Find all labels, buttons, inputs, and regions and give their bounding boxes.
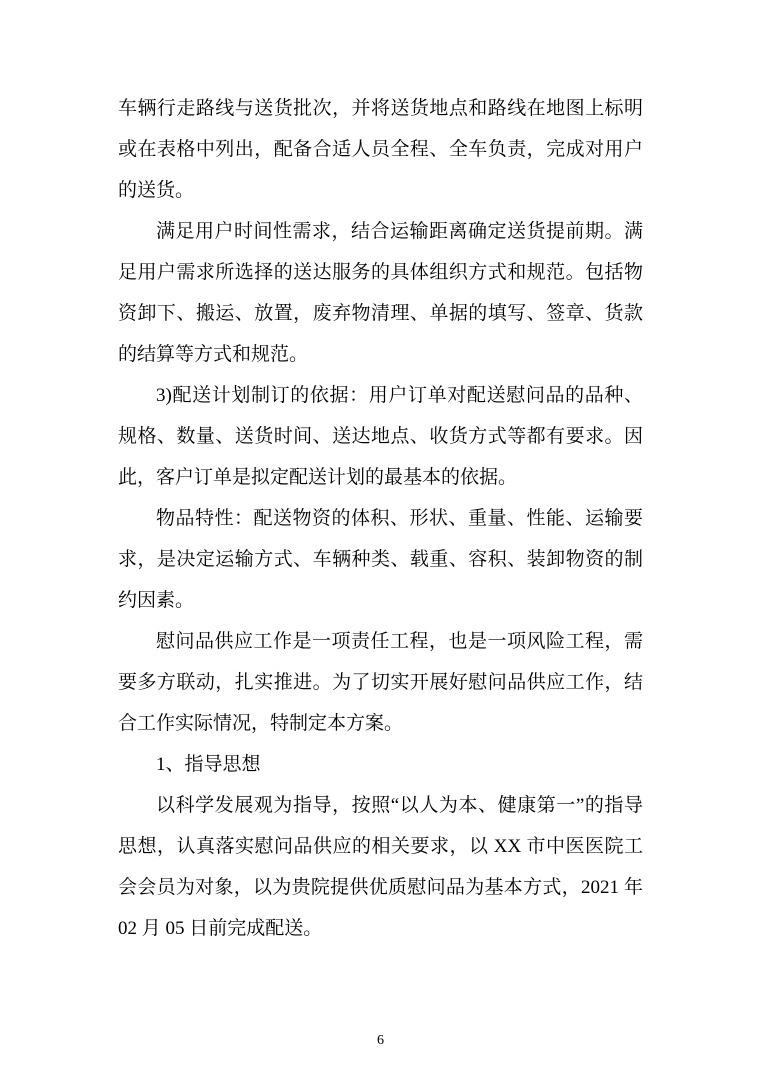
paragraph: 车辆行走路线与送货批次，并将送货地点和路线在地图上标明或在表格中列出，配备合适人员全程、全车负责，完成对用户的送货。 [118, 98, 643, 201]
paragraph: 3)配送计划制订的依据：用户订单对配送慰问品的品种、规格、数量、送货时间、送达地点、收货方式等都有要求。因此，客户订单是拟定配送计划的最基本的依据。 [118, 385, 643, 488]
section-heading: 1、指导思想 [156, 754, 261, 775]
paragraph: 物品特性：配送物资的体积、形状、重量、性能、运输要求，是决定运输方式、车辆种类、载重、容积、装卸物资的制约因素。 [118, 508, 643, 611]
paragraph: 慰问品供应工作是一项责任工程，也是一项风险工程，需要多方联动，扎实推进。为了切实开展好慰问品供应工作，结合工作实际情况，特制定本方案。 [118, 631, 643, 734]
paragraph: 满足用户时间性需求，结合运输距离确定送货提前期。满足用户需求所选择的送达服务的具体组织方式和规范。包括物资卸下、搬运、放置，废弃物清理、单据的填写、签章、货款的结算等方式和规范。 [118, 221, 643, 365]
document-body [118, 88, 643, 949]
page-number: 6 [377, 1033, 384, 1048]
paragraph: 以科学发展观为指导，按照“以人为本、健康第一”的指导思想，认真落实慰问品供应的相关要求，以 XX 市中医医院工会会员为对象，以为贵院提供优质慰问品为基本方式，2021 年 02 月 05 日前完成配送。 [118, 795, 643, 939]
